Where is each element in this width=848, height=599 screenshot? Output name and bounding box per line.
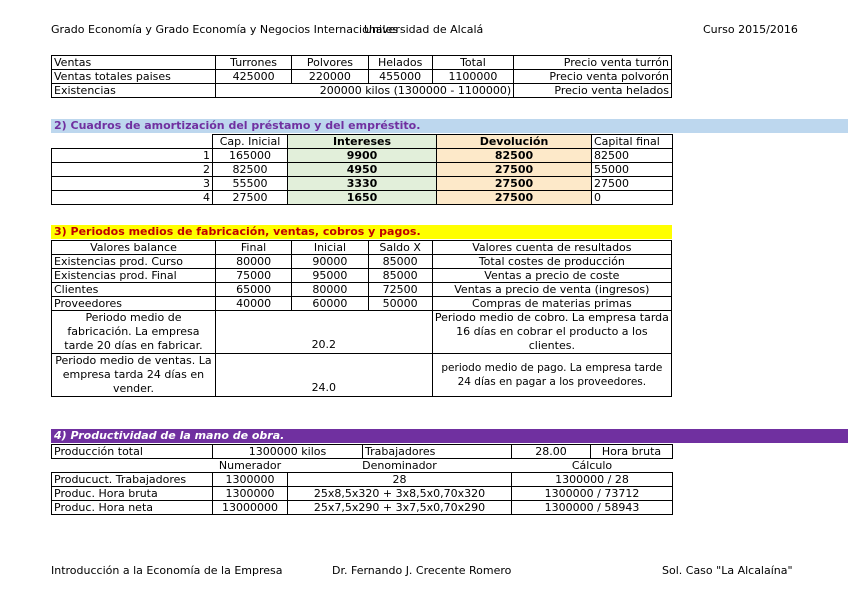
cell: Producuct. Trabajadores bbox=[52, 473, 213, 487]
cell: 75000 bbox=[215, 269, 291, 283]
cell: Precio venta turrón bbox=[514, 56, 672, 70]
footer-right: Sol. Caso "La Alcalaína" bbox=[662, 564, 793, 577]
cell: 85000 bbox=[368, 269, 432, 283]
cell: Ventas bbox=[52, 56, 216, 70]
cell: 1300000 / 28 bbox=[512, 473, 673, 487]
cell: 0 bbox=[592, 191, 673, 205]
periods-header-row bbox=[52, 241, 672, 255]
cell: Intereses bbox=[288, 135, 437, 149]
period-ventas-row bbox=[52, 354, 672, 397]
cell: Producción total bbox=[52, 445, 213, 459]
cell: Helados bbox=[368, 56, 432, 70]
cell: Produc. Hora neta bbox=[52, 501, 213, 515]
table-row bbox=[52, 283, 672, 297]
header-left: Grado Economía y Grado Economía y Negocios Internacionales bbox=[51, 23, 399, 36]
cell: Final bbox=[215, 241, 291, 255]
cell: 165000 bbox=[213, 149, 288, 163]
cell: 3 bbox=[52, 177, 213, 191]
cell: Denominador bbox=[362, 459, 437, 472]
pm-ventas-value: 24.0 bbox=[215, 354, 432, 397]
cell: 28.00 bbox=[512, 445, 591, 459]
header-right: Curso 2015/2016 bbox=[703, 23, 798, 36]
cell: 4950 bbox=[288, 163, 437, 177]
table-row bbox=[52, 149, 673, 163]
cell: Produc. Hora bruta bbox=[52, 487, 213, 501]
cell: 72500 bbox=[368, 283, 432, 297]
amort-header-row bbox=[52, 135, 673, 149]
table-row bbox=[52, 177, 673, 191]
cell: Compras de materias primas bbox=[432, 297, 671, 311]
cell: Total costes de producción bbox=[432, 255, 671, 269]
cell: 80000 bbox=[292, 283, 368, 297]
cell: 1300000 / 73712 bbox=[512, 487, 673, 501]
section2-title: 2) Cuadros de amortización del préstamo y del empréstito. bbox=[51, 119, 848, 133]
cell bbox=[52, 135, 213, 149]
cell: 85000 bbox=[368, 255, 432, 269]
cell: 1300000 / 58943 bbox=[512, 501, 673, 515]
cell: Valores cuenta de resultados bbox=[432, 241, 671, 255]
production-row bbox=[52, 445, 673, 459]
cell: Numerador bbox=[218, 459, 282, 472]
cell: 1300000 kilos bbox=[213, 445, 363, 459]
cell: Inicial bbox=[292, 241, 368, 255]
table-row bbox=[52, 163, 673, 177]
cell: 80000 bbox=[215, 255, 291, 269]
cell: Devolución bbox=[437, 135, 592, 149]
cell: 25x7,5x290 + 3x7,5x0,70x290 bbox=[288, 501, 512, 515]
cell: Saldo X bbox=[368, 241, 432, 255]
pm-pago-text: periodo medio de pago. La empresa tarde 24 días en pagar a los proveedores. bbox=[432, 354, 671, 397]
sales-row bbox=[52, 70, 672, 84]
cell: 50000 bbox=[368, 297, 432, 311]
period-fab-row bbox=[52, 311, 672, 354]
table-row bbox=[52, 501, 673, 515]
stock-row bbox=[52, 84, 672, 98]
cell: 13000000 bbox=[213, 501, 288, 515]
cell: 1 bbox=[52, 149, 213, 163]
cell: Proveedores bbox=[52, 297, 216, 311]
table-row bbox=[52, 297, 672, 311]
cell: 25x8,5x320 + 3x8,5x0,70x320 bbox=[288, 487, 512, 501]
cell: Ventas a precio de venta (ingresos) bbox=[432, 283, 671, 297]
cell: Precio venta polvorón bbox=[514, 70, 672, 84]
cell: 82500 bbox=[437, 149, 592, 163]
cell: Precio venta helados bbox=[514, 84, 672, 98]
cell: Cálculo bbox=[571, 459, 613, 472]
cell: Ventas totales paises bbox=[52, 70, 216, 84]
cell: 28 bbox=[288, 473, 512, 487]
cell: 1100000 bbox=[432, 70, 513, 84]
cell: Clientes bbox=[52, 283, 216, 297]
cell: 1300000 bbox=[213, 473, 288, 487]
pm-ventas-text: Periodo medio de ventas. La empresa tarda 24 días en vender. bbox=[52, 354, 216, 397]
cell: 4 bbox=[52, 191, 213, 205]
cell: 9900 bbox=[288, 149, 437, 163]
amortization-table bbox=[51, 134, 673, 205]
cell: Existencias prod. Final bbox=[52, 269, 216, 283]
cell: Existencias prod. Curso bbox=[52, 255, 216, 269]
cell: 2 bbox=[52, 163, 213, 177]
cell: 27500 bbox=[592, 177, 673, 191]
table-row bbox=[52, 191, 673, 205]
section4-title: 4) Productividad de la mano de obra. bbox=[51, 429, 848, 443]
cell: Cap. Inicial bbox=[213, 135, 288, 149]
table-row bbox=[52, 269, 672, 283]
cell: 220000 bbox=[292, 70, 368, 84]
cell: 65000 bbox=[215, 283, 291, 297]
cell: 55500 bbox=[213, 177, 288, 191]
cell: Polvores bbox=[292, 56, 368, 70]
productivity-table bbox=[51, 444, 673, 515]
cell: 27500 bbox=[437, 163, 592, 177]
table-row bbox=[52, 487, 673, 501]
cell: 95000 bbox=[292, 269, 368, 283]
cell: Existencias bbox=[52, 84, 216, 98]
section3-title: 3) Periodos medios de fabricación, ventas, cobros y pagos. bbox=[51, 225, 672, 239]
cell bbox=[52, 459, 213, 473]
pm-cobro-text: Periodo medio de cobro. La empresa tarda 16 días en cobrar el producto a los clientes. bbox=[432, 311, 671, 354]
cell: 82500 bbox=[592, 149, 673, 163]
cell: 27500 bbox=[437, 191, 592, 205]
table-row bbox=[52, 255, 672, 269]
header-center: Universidad de Alcalá bbox=[364, 23, 484, 36]
cell: 55000 bbox=[592, 163, 673, 177]
cell: Ventas a precio de coste bbox=[432, 269, 671, 283]
cell: Capital final bbox=[592, 135, 673, 149]
cell: Trabajadores bbox=[363, 445, 512, 459]
cell: 60000 bbox=[292, 297, 368, 311]
cell: 425000 bbox=[215, 70, 291, 84]
cell: Turrones bbox=[215, 56, 291, 70]
cell: Valores balance bbox=[52, 241, 216, 255]
cell: 455000 bbox=[368, 70, 432, 84]
periods-table bbox=[51, 240, 672, 397]
cell: 40000 bbox=[215, 297, 291, 311]
sales-header-row bbox=[52, 56, 672, 70]
cell: 27500 bbox=[213, 191, 288, 205]
cell: 82500 bbox=[213, 163, 288, 177]
cell: 1300000 bbox=[213, 487, 288, 501]
cell: 27500 bbox=[437, 177, 592, 191]
productivity-header-row bbox=[52, 459, 673, 473]
cell: 90000 bbox=[292, 255, 368, 269]
cell: Hora bruta bbox=[591, 445, 673, 459]
cell: 1650 bbox=[288, 191, 437, 205]
footer-left: Introducción a la Economía de la Empresa bbox=[51, 564, 283, 577]
table-row bbox=[52, 473, 673, 487]
cell: 3330 bbox=[288, 177, 437, 191]
cell: Total bbox=[432, 56, 513, 70]
pm-fab-text: Periodo medio de fabricación. La empresa tarde 20 días en fabricar. bbox=[52, 311, 216, 354]
cell: 200000 kilos (1300000 - 1100000) bbox=[215, 84, 513, 98]
footer-center: Dr. Fernando J. Crecente Romero bbox=[332, 564, 512, 577]
pm-fab-value: 20.2 bbox=[215, 311, 432, 354]
sales-table bbox=[51, 55, 672, 98]
